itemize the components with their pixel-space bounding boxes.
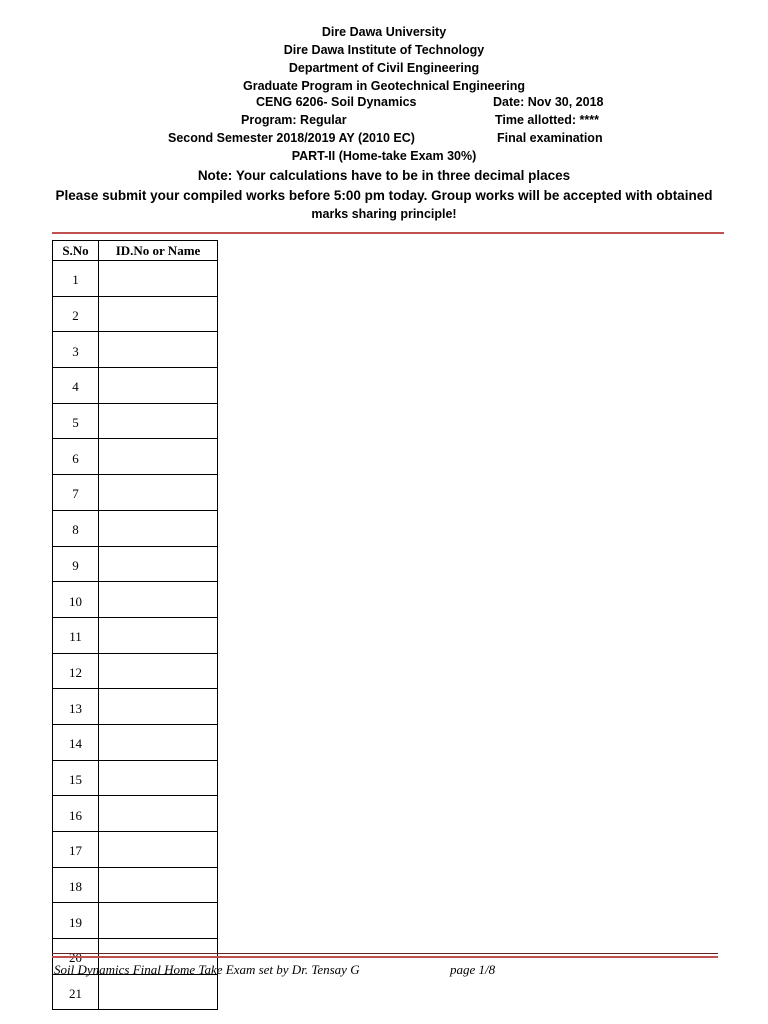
id-name-cell[interactable]	[99, 867, 218, 903]
table-row	[53, 546, 218, 582]
submission-note-line2: marks sharing principle!	[311, 207, 457, 221]
program-name: Graduate Program in Geotechnical Engineering	[242, 79, 525, 93]
table-row	[53, 867, 218, 903]
serial-number-cell: 7	[53, 475, 99, 511]
table-header-row	[53, 241, 218, 261]
table-row	[53, 332, 218, 368]
table-row	[53, 296, 218, 332]
table-row	[53, 832, 218, 868]
id-name-cell[interactable]	[99, 582, 218, 618]
id-name-cell[interactable]	[99, 974, 218, 1010]
id-name-cell[interactable]	[99, 403, 218, 439]
footer-text: Soil Dynamics Final Home Take Exam set by Dr. Tensay G	[54, 962, 360, 977]
semester-info: Second Semester 2018/2019 AY (2010 EC)	[168, 131, 415, 145]
serial-number-cell: 5	[53, 403, 99, 439]
footer-divider-accent	[52, 956, 718, 958]
table-row	[53, 368, 218, 404]
serial-number-cell: 14	[53, 724, 99, 760]
id-name-cell[interactable]	[99, 368, 218, 404]
time-allotted: Time allotted: ****	[495, 113, 599, 127]
table-row	[53, 617, 218, 653]
header-divider	[52, 232, 724, 234]
serial-number-cell: 16	[53, 796, 99, 832]
department-name: Department of Civil Engineering	[288, 61, 480, 75]
id-name-cell[interactable]	[99, 332, 218, 368]
part-title: PART-II (Home-take Exam 30%)	[291, 149, 477, 163]
table-row	[53, 653, 218, 689]
serial-number-cell: 9	[53, 546, 99, 582]
id-name-cell[interactable]	[99, 689, 218, 725]
page-footer	[54, 962, 496, 978]
serial-number-cell: 6	[53, 439, 99, 475]
column-header-id-name: ID.No or Name	[99, 241, 218, 261]
id-name-cell[interactable]	[99, 439, 218, 475]
serial-number-cell: 19	[53, 903, 99, 939]
id-name-cell[interactable]	[99, 760, 218, 796]
table-row	[53, 689, 218, 725]
table-row	[53, 510, 218, 546]
exam-type: Final examination	[497, 131, 603, 145]
table-row	[53, 261, 218, 297]
serial-number-cell: 12	[53, 653, 99, 689]
serial-number-cell: 4	[53, 368, 99, 404]
table-row	[53, 903, 218, 939]
table-row	[53, 475, 218, 511]
table-row	[53, 403, 218, 439]
table-row	[53, 974, 218, 1010]
serial-number-cell: 2	[53, 296, 99, 332]
serial-number-cell: 15	[53, 760, 99, 796]
serial-number-cell: 21	[53, 974, 99, 1010]
roster-body	[53, 261, 218, 1010]
column-header-sno: S.No	[53, 241, 99, 261]
serial-number-cell: 11	[53, 617, 99, 653]
id-name-cell[interactable]	[99, 475, 218, 511]
course-title: CENG 6206- Soil Dynamics	[256, 95, 417, 109]
student-roster-table	[52, 240, 218, 1010]
id-name-cell[interactable]	[99, 832, 218, 868]
institute-name: Dire Dawa Institute of Technology	[283, 43, 485, 57]
exam-date: Date: Nov 30, 2018	[493, 95, 604, 109]
serial-number-cell: 17	[53, 832, 99, 868]
table-row	[53, 582, 218, 618]
table-row	[53, 724, 218, 760]
serial-number-cell: 10	[53, 582, 99, 618]
id-name-cell[interactable]	[99, 617, 218, 653]
table-row	[53, 796, 218, 832]
submission-note-line1: Please submit your compiled works before 5:00 pm today. Group works will be accepted with obtained	[55, 188, 713, 203]
footer-divider-dark	[52, 953, 718, 954]
id-name-cell[interactable]	[99, 653, 218, 689]
id-name-cell[interactable]	[99, 296, 218, 332]
serial-number-cell: 3	[53, 332, 99, 368]
id-name-cell[interactable]	[99, 261, 218, 297]
table-row	[53, 760, 218, 796]
university-name: Dire Dawa University	[321, 25, 447, 39]
serial-number-cell: 13	[53, 689, 99, 725]
program-type: Program: Regular	[241, 113, 347, 127]
id-name-cell[interactable]	[99, 546, 218, 582]
serial-number-cell: 18	[53, 867, 99, 903]
id-name-cell[interactable]	[99, 724, 218, 760]
id-name-cell[interactable]	[99, 796, 218, 832]
serial-number-cell: 1	[53, 261, 99, 297]
id-name-cell[interactable]	[99, 903, 218, 939]
id-name-cell[interactable]	[99, 510, 218, 546]
calculation-note: Note: Your calculations have to be in three decimal places	[197, 168, 571, 183]
serial-number-cell: 8	[53, 510, 99, 546]
table-row	[53, 439, 218, 475]
page-number: page 1/8	[450, 962, 496, 977]
